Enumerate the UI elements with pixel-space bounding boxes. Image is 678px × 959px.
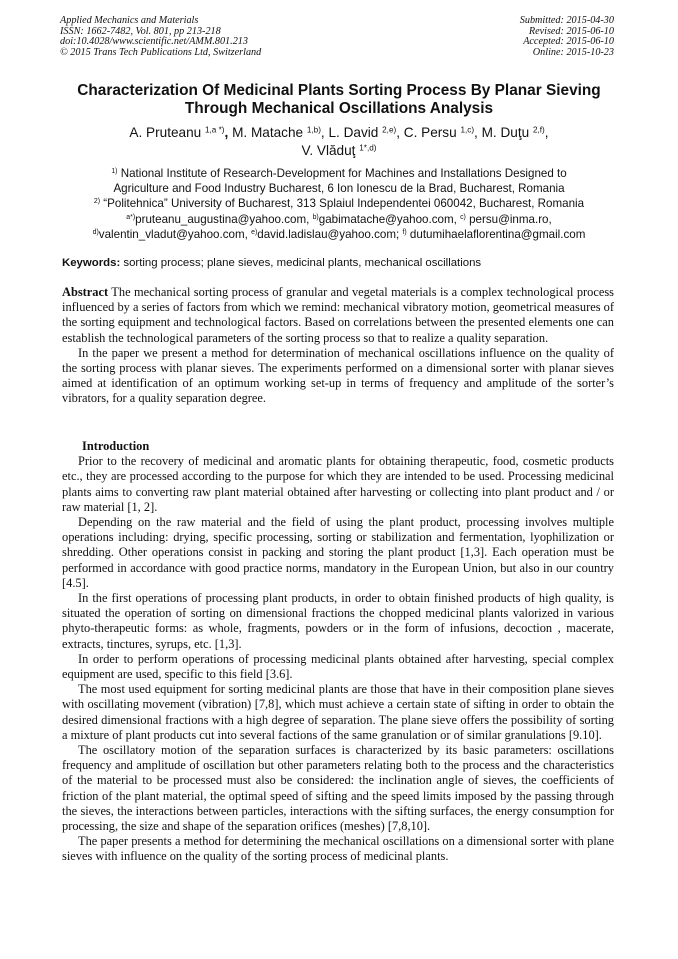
online-date: Online: 2015-10-23	[532, 46, 614, 58]
abstract-paragraph-1	[62, 285, 614, 346]
doi-line: doi:10.4028/www.scientific.net/AMM.801.213	[60, 36, 248, 48]
intro-paragraph-6: The oscillatory motion of the separation surfaces is characterized by its basic parameters: oscillations frequency and amplitude of oscillation but other parameters relating both to the process and the characteristics of the material to be processed must also be considered: the inclination angle of sieves, the coefficients of friction of the plant material, the optimal speed of sifting and the speed limits imposed by the passing through the sieves, the interactions between particles, interactions with the sifting surfaces, the energy consumption for processing, the size and shape of the separation orifices (meshes) [7,8,10].	[62, 743, 614, 834]
author-dutu-affil: 2,f)	[532, 125, 545, 135]
abstract-text-1: The mechanical sorting process of granular and vegetal materials is a complex technological process influenced by a series of factors from which we remind: mechanical vibratory motion, geometrical measures of the sorting equipment and technological factors. Based on correlations between the presented elements one can establish the technological parameters of the sorting process so that to realize a quality separation.	[62, 285, 614, 345]
email-a: pruteanu_augustina@yahoo.com,	[135, 212, 313, 226]
abstract-label: Abstract	[62, 285, 109, 299]
email-d: valentin_vladut@yahoo.com,	[98, 227, 252, 241]
author-persu-affil: 1,c)	[460, 125, 475, 135]
author-matache: M. Matache	[232, 125, 307, 140]
email-b-marker: b)	[312, 213, 319, 221]
paper-title	[40, 82, 638, 118]
author-vladut: V. Vlăduţ	[301, 143, 360, 158]
author-matache-affil: 1,b)	[306, 125, 321, 135]
abstract-paragraph-2: In the paper we present a method for determination of mechanical oscillations influence on the quality of the sorting process with planar sieves. The experiments performed on a dimensional sorter with planar sieves aimed at identification of an optimum working set-up in terms of frequency and amplitude of the sorter’s vibrators, for a quality separation degree.	[62, 345, 614, 406]
author-pruteanu: A. Pruteanu	[129, 125, 205, 140]
author-separator: ,	[396, 125, 404, 140]
journal-header-left	[60, 16, 261, 58]
intro-paragraph-3: In the first operations of processing plant products, in order to obtain finished products of high quality, is situated the operation of sorting on dimensional fractions the chopped medicinal plants valorized in various phyto-therapeutic forms: as whole, fragments, powders or in the form of infusions, decoction , macerate, extracts, tinctures, syrups, etc. [1,3].	[62, 591, 614, 651]
author-line-2	[30, 142, 648, 160]
revised-date: Revised: 2015-06-10	[528, 25, 614, 37]
affiliation-2	[30, 196, 648, 211]
affiliation-1-line-1	[30, 166, 648, 181]
journal-name: Applied Mechanics and Materials	[60, 15, 199, 26]
author-david: L. David	[328, 125, 383, 140]
intro-paragraph-1: Prior to the recovery of medicinal and aromatic plants for obtaining therapeutic, food, cosmetic products etc., they are processed according to the purpose for which they are intended to be used. Processing medicinal plants aims to converting raw plant material obtained after harvesting or collecting into plant product and / or raw material [1, 2].	[62, 454, 614, 514]
intro-paragraph-7: The paper presents a method for determining the mechanical oscillations on a dimensional sorter with plane sieves with influence on the quality of the sorting process of medicinal plants.	[62, 834, 614, 864]
keywords-text: sorting process; plane sieves, medicinal plants, mechanical oscillations	[120, 257, 482, 269]
author-pruteanu-affil: 1,a *)	[205, 125, 225, 135]
author-separator: ,	[544, 125, 549, 140]
journal-header-right	[520, 16, 614, 58]
accepted-date: Accepted: 2015-06-10	[523, 36, 614, 48]
email-c: persu@inma.ro,	[465, 212, 552, 226]
affiliation-1-marker: 1)	[111, 168, 118, 176]
author-separator: ,	[474, 125, 482, 140]
author-separator: ,	[224, 125, 233, 140]
title-line-2: Through Mechanical Oscillations Analysis	[184, 100, 494, 117]
affiliation-2-text: “Politehnica” University of Bucharest, 313 Splaiul Independentei 060042, Bucharest, Romania	[100, 197, 585, 211]
author-dutu: M. Duţu	[481, 125, 533, 140]
email-d-marker: d)	[92, 229, 99, 236]
affiliations	[30, 166, 648, 242]
intro-paragraph-4: In order to perform operations of processing medicinal plants obtained after harvesting, special complex equipment are used, specific to this field [3.6].	[62, 651, 614, 682]
intro-paragraph-2: Depending on the raw material and the field of using the plant product, processing involves multiple operations including: drying, specific processing, sorting or stabilization and fermentation, lyophilization or shredding. Other operations consist in packing and storing the plant product [1,3]. Each operation must be performed in accordance with good practice norms, mandatory in the European Union, but also in our country [4.5].	[62, 515, 614, 590]
email-f-marker: f)	[402, 229, 407, 236]
author-persu: C. Persu	[403, 125, 461, 140]
affiliation-2-marker: 2)	[93, 198, 101, 206]
email-f: dutumihaelaflorentina@gmail.com	[406, 227, 586, 241]
submitted-date: Submitted: 2015-04-30	[519, 15, 614, 26]
author-separator: ,	[320, 125, 329, 140]
abstract-section	[62, 285, 614, 407]
email-c-marker: c)	[460, 213, 466, 221]
email-line-1	[30, 212, 648, 227]
email-b: gabimatache@yahoo.com,	[318, 212, 461, 226]
author-line-1	[30, 124, 648, 142]
email-line-2	[30, 227, 648, 242]
author-list	[30, 124, 648, 160]
email-a-marker: a*)	[126, 213, 136, 221]
keywords	[62, 256, 617, 270]
affiliation-1-text: National Institute of Research-Development for Machines and Installations Designed to	[117, 167, 567, 180]
author-david-affil: 2,e)	[382, 125, 397, 135]
author-vladut-affil: 1*,d)	[359, 143, 377, 153]
issn-line: ISSN: 1662-7482, Vol. 801, pp 213-218	[60, 25, 221, 37]
email-e: david.ladislau@yahoo.com;	[257, 227, 403, 241]
intro-paragraph-5: The most used equipment for sorting medicinal plants are those that have in their composition plane sieves with oscillating movement (vibration) [7,8], which must achieve a certain state of sifting in order to obtain the desired dimensional fractions with a high degree of separation. The plane sieve offers the possibility of sorting a mixture of plant products cut into several factions of the same granulation or of similar granulations [9.10].	[62, 682, 614, 742]
email-e-marker: e)	[251, 229, 258, 236]
introduction-section	[62, 439, 614, 865]
affiliation-1-line-2: Agriculture and Food Industry Bucharest, 6 Ion Ionescu de la Brad, Bucharest, Romania	[113, 182, 565, 196]
keywords-label: Keywords:	[62, 257, 121, 269]
title-line-1: Characterization Of Medicinal Plants Sorting Process By Planar Sieving	[77, 82, 601, 99]
copyright-line: © 2015 Trans Tech Publications Ltd, Switzerland	[60, 46, 262, 58]
introduction-heading: Introduction	[82, 439, 150, 453]
